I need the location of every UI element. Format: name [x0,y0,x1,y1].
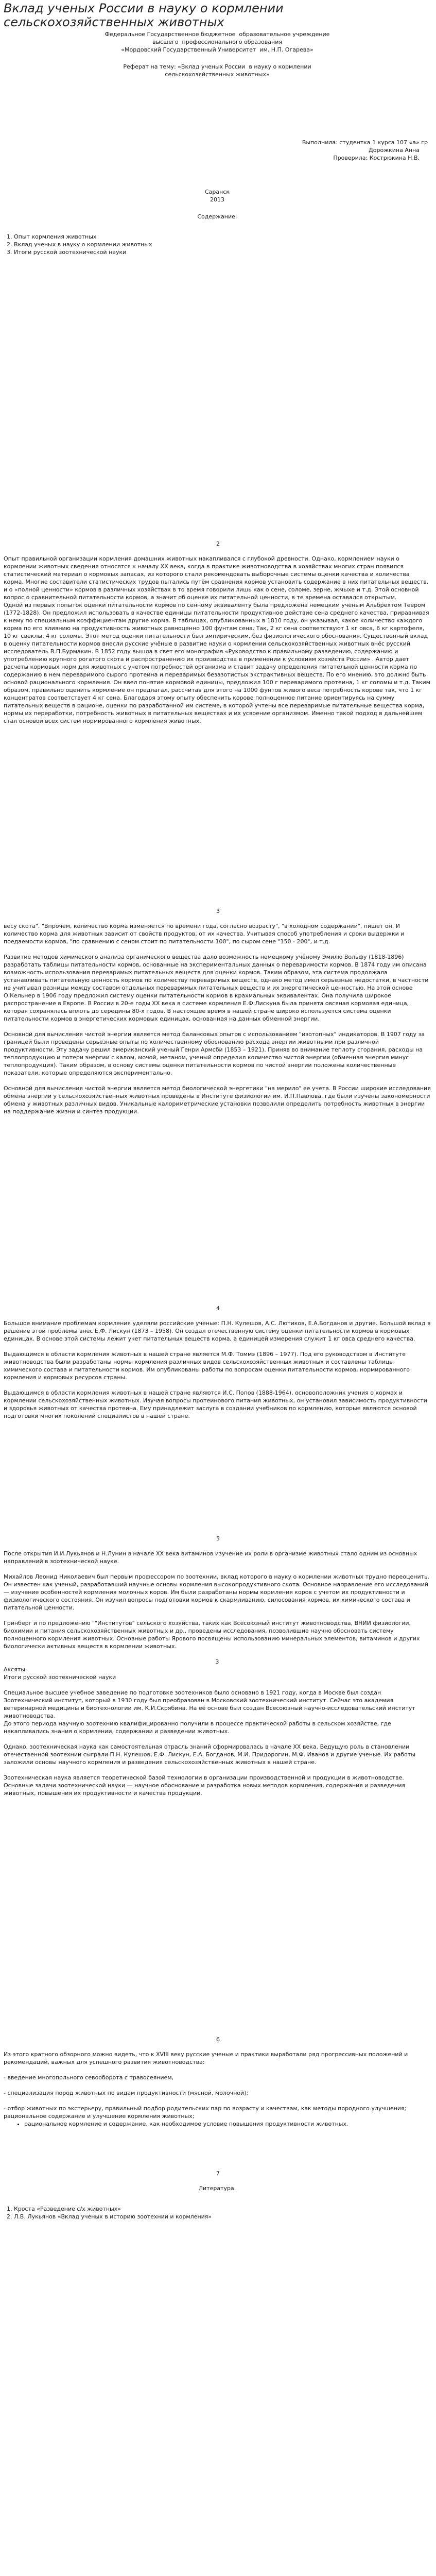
section-heading: Итоги русской зоотехнической науки [4,1674,116,1681]
page-number: 4 [216,1305,220,1312]
paragraph: Однако, зоотехническая наука как самостоятельная отрасль знаний сформировалась в начале XX века. Ведущую роль в становлении отечественной зоотехнии сыграли П.Н. Кулешов, Е.Ф. Лискун, Е.А. Богданов, М.И. Придорогин, М.Ф. Иванов и другие ученые. Их работы заложили основы научного кормления и разведения сельскохозяйственных животных в нашей стране. [4,1743,415,1766]
author-line: Дорожкина Анна [369,147,420,154]
header-line: «Мордовский Государственный Университет им. Н.П. Огарева» [121,46,313,53]
paragraph: Основной для вычисления чистой энергии является метод балансовых опытов с использованием "изотопных" индикаторов. В 1907 году за границей были проведены серьезные опыты по количественному обоснованию расхода энергии животными при различной продуктивности. Эту задачу решил американский ученый Генри Армсби (1853 – 1921). Приняв во внимание теплоту сгорания, расходы на теплопродукцию и потери энергии с калом, мочой, метаном, ученый определил количество чистой энергии (обменная энергия минус теплопродукция). Таким образом, в основу системы оценки питательности кормов по чистой энергии положены количественные показатели, которые определяются экспериментально. [4,1031,425,1076]
author-line: Выполнила: студентка 1 курса 107 «а» гр [302,139,428,146]
page-number: 7 [216,2170,220,2177]
topic-line: сельскохозяйственных животных» [165,71,270,78]
paragraph: Одной из первых попыток оценки питательности кормов по сенному эквиваленту была предложена немецким учёным Альбрехтом Теером (1772-1828). Он предложил использовать в качестве единицы питательности продуктивное действие сена среднего качества, приравнивая к нему по специальным коэффициентам другие корма. В таблицах, опубликованных в 1810 году, он указывал, какое количество каждого корма по его влиянию на продуктивность животных равноценно 100 фунтам сена. Так, 2 кг сена соответствуют 1 кг овса, 6 кг картофеля, 10 кг свеклы, 4 кг соломы. Этот метод оценки питательности был эмпирическим, без физиологического обоснования. Существенный вклад в оценку питательности кормов внесли русские учёные в развитие науки о кормлении сельскохозяйственных животных внёс русский исследователь В.П.Бурмакин. В 1852 году вышла в свет его монография «Руководство к правильному разведению, содержанию и употреблению крупного рогатого скота и распространению их производства в применении к условиям хозяйств России» . Автор дает расчеты кормовых норм для животных с учетом потребностей организма и ставит задачу определения питательной ценности корма по содержанию в нем переваримого сырого протеина и переваримых безазотистых экстрактивных веществ. По его мнению, это должно быть основой рационального кормления. Он ввел понятие кормовой единицы, предложил 100 г переваримого протеина, 1 кг соломы и т.д. Таким образом, правильно оценить кормление он предлагал, рассчитав для этого на 1000 фунтов живого веса потребность корове так, что 1 кг концентратов соответствует 4 кг сена. Благодаря этому опыту обеспечить корове полноценное питание ориентируясь на сумму питательных веществ в рационе, оценки по разработанной им системе, в которой учтены все переваримые питательные вещества корма, нормы их переработки, потребность животных в питательных веществах и их усвоение организмом. Именно такой подход в дальнейшем стал основой всех систем нормированного кормления животных. [4,602,430,724]
contents-heading: Содержание: [197,213,237,220]
paragraph: Зоотехническая наука является теоретической базой технологии в организации производственной и продукции в животноводстве. Основные задачи зоотехнической науки — научное обоснование и разработка новых методов кормления, содержания и разведения животных, повышения их продуктивности и качества продукции. [4,1774,406,1797]
author-block [4,139,434,162]
paragraph: Выдающимся в области кормления животных в нашей стране являются И.С. Попов (1888-1964), основоположник учения о кормах и кормлении сельскохозяйственных животных. Изучая вопросы протеинового питания животных, он установил зависимость продуктивности и здоровья животных от качества протеина. Ему принадлежит заслуга в создании учебников по кормлению, которые являются основой подготовки многих поколений специалистов в нашей стране. [4,1389,427,1419]
paragraph: Михайлов Леонид Николаевич был первым профессором по зоотехнии, вклад которого в науку о кормлении животных трудно переоценить. Он известен как ученый, разработавший научные основы кормления высокопродуктивного скота. Основное направление его исследований — изучение особенностей кормления молочных коров. Им были разработаны нормы кормления коров с учетом их продуктивности и физиологического состояния. Он изучил вопросы подготовки кормов к скармливанию, силосования кормов, их химического состава и питательной ценности. [4,1573,430,1611]
table-of-contents [4,233,431,256]
page-number: 3 [216,908,220,914]
header-line: Федеральное Государственное бюджетное образовательное учреждение [104,31,330,38]
literature-item: 2. Л.В. Лукьянов «Вклад ученых в историю зоотехнии и кормления» [14,2213,431,2221]
document-title: Вклад ученых России в науку о кормлении сельскохозяйственных животных [4,1,284,29]
section-page-3 [4,922,431,1115]
literature-list [4,2205,431,2221]
city-year [4,188,431,204]
paragraph: Выдающимся в области кормления животных в нашей стране является М.Ф. Томмэ (1896 – 1977). Под его руководством в Институте животноводства были разработаны нормы кормления различных видов сельскохозяйственных животных и составлены таблицы химического состава и питательности кормов. Им опубликованы работы по вопросам оценки питательности кормов, нормированного кормления и кормовых ресурсов страны. [4,1351,410,1381]
header-line: высшего профессионального образования [152,39,282,45]
essay-topic [4,63,431,78]
year: 2013 [210,196,224,203]
section-page-2 [4,555,431,725]
contents-item: 1. Опыт кормления животных [14,233,431,241]
literature-item: 1. Кроста «Разведение с/х животных» [14,2205,431,2213]
paragraph: Основной для вычисления чистой энергии является метод биологической энергетики "на мерило" ее учета. В России широкие исследования обмена энергии у сельскохозяйственных животных проведены в Институте физиологии им. И.П.Павлова, где были изучены закономерности обмена у животных различных видов. Уникальные калориметрические установки позволили определить потребность животных в энергии на поддержание жизни и синтез продукции. [4,1085,431,1115]
author-line: Проверила: Кострюкина Н.В. [333,155,420,161]
section-page-6 [4,2050,431,2128]
paragraph: Гринберг и по предложению ""Институтов" сельского хозяйства, таких как Всесоюзный институт животноводства, ВНИИ физиологии, биохимии и питания сельскохозяйственных животных и др., проведены исследования, позволившие научно обосновать систему полноценного кормления животных. Основные работы Ярового посвящены использованию минеральных элементов, витаминов и других биологически активных веществ в кормлении животных. [4,1620,420,1650]
paragraph: - отбор животных по экстерьеру, правильный подбор родительских пар по возрасту и качествам, как методы породного улучшения; рациональное содержание и улучшение кормления животных; [4,2105,407,2120]
list-item: ▪ рациональное кормление и содержание, как необходимое условие повышения продуктивности животных. [24,2120,431,2128]
paragraph: Из этого кратного обзорного можно видеть, что к XVIII веку русские ученые и практики выработали ряд прогрессивных положений и рекомендаций, важных для успешного развития животноводства: [4,2051,408,2065]
page-number: 5 [216,1535,220,1542]
section-page-5 [4,1550,431,1797]
literature-heading: Литература. [198,2185,236,2192]
paragraph: До этого периода научную зоотехнию квалифицированно получили в процессе практической работы в сельском хозяйстве, где накапливались знания о кормлении, содержании и разведении животных. [4,1720,391,1735]
paragraph: После открытия И.И.Лукьянов и Н.Лунин в начале XX века витаминов изучение их роли в организме животных стало одним из основных направлений в зоотехнической науке. [4,1550,417,1565]
contents-item: 2. Вклад ученых в науку о кормлении животных [14,241,431,248]
paragraph: - специализация пород животных по видам продуктивности (мясной, молочной); [4,2090,249,2096]
paragraph: Большое внимание проблемам кормления уделяли российские ученые: П.Н. Кулешов, А.С. Лютиков, Е.А.Богданов и другие. Большой вклад в решение этой проблемы внес Е.Ф. Лискун (1873 – 1958). Он создал отечественную систему оценки питательности кормов в кормовых единицах. В основе этой системы лежит учет питательных веществ корма, а единицей измерения служит 1 кг овса среднего качества. [4,1320,431,1342]
contents-item: 3. Итоги русской зоотехнической науки [14,248,431,256]
topic-line: Реферат на тему: «Вклад ученых России в науку о кормлении [123,63,311,70]
section-page-4 [4,1319,431,1420]
page-number: 2 [216,540,220,547]
paragraph: Развитие методов химического анализа органического вещества дало возможность немецкому учёному Эмилю Вольфу (1818-1896) разработать таблицы питательности кормов, основанные на экспериментальных данных о переваримости кормов. В 1874 году им описана возможность использования переваримых питательных веществ для оценки кормов. Таким образом, эта система продолжала устанавливать питательную ценность кормов по количеству переваримых веществ, однако метод имел серьезные недостатки, в частности не учитывал разницы между составом отдельных переваримых питательных веществ и их энергетической ценностью. На этой основе О.Кельнер в 1906 году предложил систему оценки питательности кормов в крахмальных эквивалентах. Она получила широкое распространение в Европе. В России в 20-е годы XX века в системе кормления Е.Ф.Лискуна была принята овсяная кормовая единица, которая сохранялась вплоть до середины 80-х годов. В настоящее время в нашей стране широко используется система оценки питательности кормов в энергетических кормовых единицах, основанная на данных обменной энергии. [4,954,429,1022]
paragraph: Опыт правильной организации кормления домашних животных накапливался с глубокой древности. Однако, кормлением науки о кормлении животных сведения относятся к началу XX века, когда в практике животноводства в хозяйствах многих стран появился статистический материал о кормовых запасах, из которого стали рекомендовать выборочные системы оценки качества и количества корма. Многие составители статистических трудов пытались путём сравнения кормов установить содержание в них питательных веществ, и о «полной ценности» кормов в различных хозяйствах в то время говорили лишь как о сене, соломе, зерне, жмыхе и т.д. Этой основной вопрос о сравнительной питательности кормов, а значит об оценке их питательной ценности, в те времена оставался открытым. [4,555,429,601]
page-number: 6 [216,2036,220,2043]
paragraph: Специальное высшее учебное заведение по подготовке зоотехников было основано в 1921 году, когда в Москве был создан Зоотехнический институт, который в 1930 году был преобразован в Московский зоотехнический институт. Сейчас это академия ветеринарной медицины и биотехнологии им. К.И.Скрябина. На её основе был создан Всесоюзный научно-исследовательский институт животноводства. [4,1689,415,1719]
paragraph: - введение многопольного севооборота с травосеянием, [4,2074,174,2081]
inline-page-number: 3 [215,1658,219,1665]
university-header [4,30,431,54]
city: Саранск [204,189,230,195]
paragraph: Аксяты. [4,1666,27,1673]
paragraph: весу скота". "Впрочем, количество корма изменяется по времени года, согласно возрасту", "в холодном содержании", пишет он. И количество корма для животных зависит от свойств продуктов, от их качества. Учитывая способ употребления и сроки выдержки и поедаемости кормов, "по сравнению с сеном стоит по питательности 100", по сыром сене "150 - 200", и т.д. [4,923,405,945]
